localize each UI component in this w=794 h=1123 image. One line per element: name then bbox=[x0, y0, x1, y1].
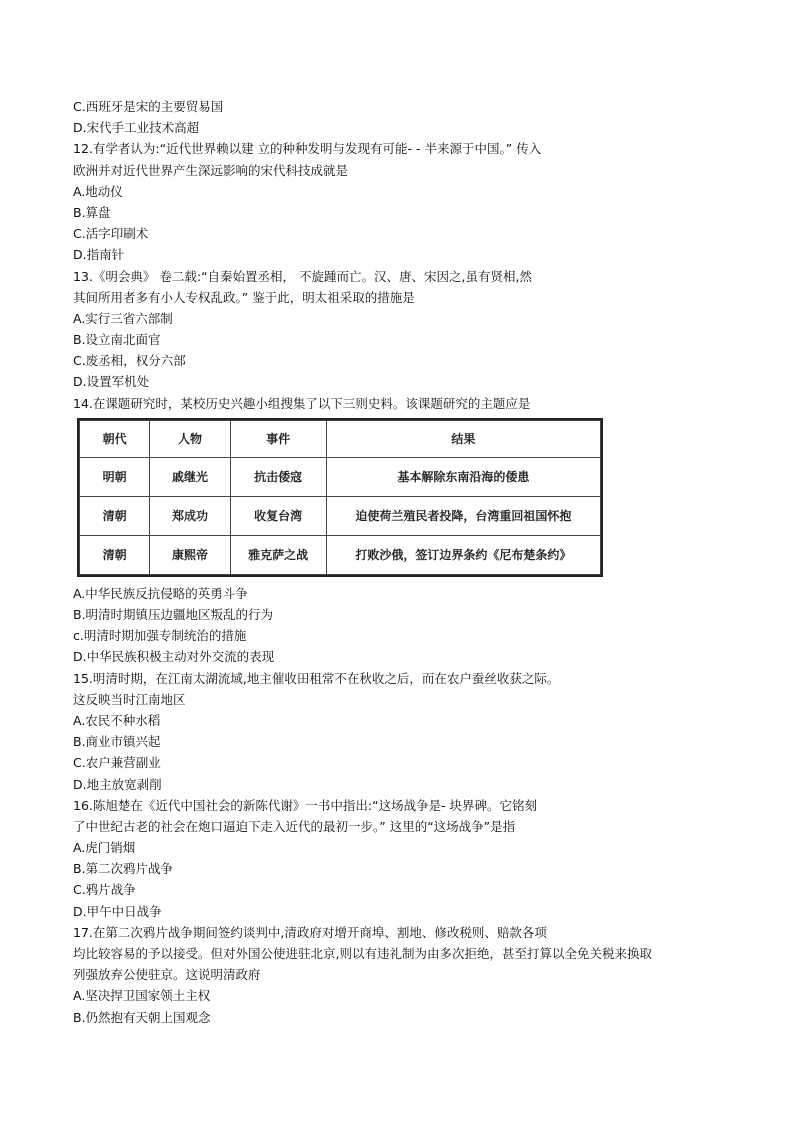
option-b: B.明清时期镇压边疆地区叛乱的行为 bbox=[73, 607, 274, 622]
table-row bbox=[80, 496, 601, 535]
question-15-stem: 15.明清时期，在江南太湖流域,地主催收田租常不在秋收之后，而在农户蚕丝收获之际。 bbox=[73, 670, 560, 686]
table-row bbox=[80, 457, 601, 496]
option-b: B.算盘 bbox=[73, 204, 111, 220]
option-d: D.指南针 bbox=[73, 247, 125, 263]
option-d: D.地主放宽剥削 bbox=[73, 776, 162, 792]
table-cell: 收复台湾 bbox=[230, 496, 326, 535]
text-block-top bbox=[73, 96, 753, 414]
table-cell: 康熙帝 bbox=[150, 535, 230, 574]
question-13-stem: 13.《明会典》 卷二载:“自秦始置丞相， 不旋踵而亡。汉、唐、宋因之,虽有贤相,然 bbox=[73, 268, 532, 284]
text-block-bottom bbox=[73, 583, 753, 1028]
exam-page bbox=[73, 96, 753, 1028]
table-cell: 清朝 bbox=[80, 535, 150, 574]
question-17-stem: 列强放弃公使驻京。这说明清政府 bbox=[73, 967, 261, 983]
question-17-stem: 均比较容易的予以接受。但对外国公使进驻北京,则以有违礼制为由多次拒绝，甚至打算以全免关税来换取 bbox=[73, 946, 652, 961]
table-header-cell: 人物 bbox=[150, 420, 230, 457]
option-c: c.明清时期加强专制统治的措施 bbox=[73, 628, 247, 644]
option-d: D.甲午中日战争 bbox=[73, 903, 162, 919]
question-16-stem: 了中世纪古老的社会在炮口逼迫下走入近代的最初一步。” 这里的“这场战争”是指 bbox=[73, 818, 516, 834]
question-15-stem: 这反映当时江南地区 bbox=[73, 691, 186, 707]
option-c: C.鸦片战争 bbox=[73, 882, 136, 898]
history-table bbox=[77, 418, 603, 577]
option-a: A.农民不种水稻 bbox=[73, 712, 161, 728]
table-cell: 戚继光 bbox=[150, 457, 230, 496]
table-header-cell: 朝代 bbox=[80, 420, 150, 457]
table-header-cell: 结果 bbox=[326, 420, 600, 457]
question-16-stem: 16.陈旭楚在《近代中国社会的新陈代谢》一书中指出:“这场战争是- 块界碑。它铭刻 bbox=[73, 797, 538, 813]
table-header-row bbox=[80, 420, 601, 457]
question-13-stem: 其间所用者多有小人专权乱政。” 鉴于此，明太祖采取的措施是 bbox=[73, 289, 415, 305]
table-cell: 郑成功 bbox=[150, 496, 230, 535]
table-cell: 雅克萨之战 bbox=[230, 535, 326, 574]
table-cell: 基本解除东南沿海的倭患 bbox=[326, 457, 600, 496]
table-cell: 明朝 bbox=[80, 457, 150, 496]
text-line: D.宋代手工业技术高超 bbox=[73, 120, 200, 136]
table-cell: 迫使荷兰殖民者投降，台湾重回祖国怀抱 bbox=[326, 496, 600, 535]
question-14-stem: 14.在课题研究时，某校历史兴趣小组搜集了以下三则史料。该课题研究的主题应是 bbox=[73, 395, 531, 411]
text-line: C.西班牙是宋的主要贸易国 bbox=[73, 99, 224, 114]
option-a: A.虎门销烟 bbox=[73, 840, 136, 856]
question-17-stem: 17.在第二次鸦片战争期间签约谈判中,清政府对增开商埠、割地、修改税则、赔款各项 bbox=[73, 924, 547, 940]
option-a: A.地动仪 bbox=[73, 183, 123, 199]
option-d: D.设置军机处 bbox=[73, 374, 150, 390]
option-c: C.农户兼营副业 bbox=[73, 755, 161, 771]
option-b: B.设立南北面官 bbox=[73, 332, 161, 348]
table-cell: 清朝 bbox=[80, 496, 150, 535]
option-c: C.废丞相，权分六部 bbox=[73, 353, 186, 369]
option-a: A.实行三省六部制 bbox=[73, 310, 173, 326]
table-cell: 打败沙俄，签订边界条约《尼布楚条约》 bbox=[326, 535, 600, 574]
option-a: A.中华民族反抗侵略的英勇斗争 bbox=[73, 585, 248, 601]
option-b: B.仍然抱有天朝上国观念 bbox=[73, 1009, 211, 1025]
question-12-stem: 欧洲并对近代世界产生深远影响的宋代科技成就是 bbox=[73, 162, 349, 178]
table-header-cell: 事件 bbox=[230, 420, 326, 457]
question-12-stem: 12.有学者认为:“近代世界赖以建 立的种种发明与发现有可能- - 半来源于中国。” 传入 bbox=[73, 141, 542, 157]
option-d: D.中华民族积极主动对外交流的表现 bbox=[73, 649, 275, 665]
option-b: B.商业市镇兴起 bbox=[73, 734, 161, 750]
option-a: A.坚决捍卫国家领土主权 bbox=[73, 988, 211, 1004]
table-cell: 抗击倭寇 bbox=[230, 457, 326, 496]
option-c: C.活字印刷术 bbox=[73, 226, 149, 242]
table-row bbox=[80, 535, 601, 574]
option-b: B.第二次鸦片战争 bbox=[73, 861, 174, 877]
